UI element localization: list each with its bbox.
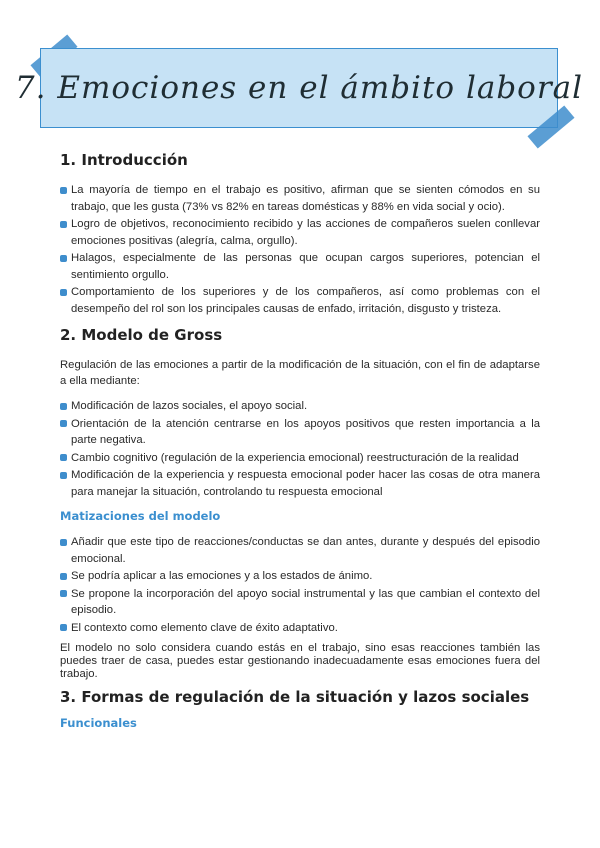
square-bullet-icon — [60, 420, 67, 427]
list-item: El contexto como elemento clave de éxito adaptativo. — [60, 620, 540, 637]
subheading-matizaciones: Matizaciones del modelo — [60, 509, 221, 523]
list-item: Orientación de la atención centrarse en los apoyos positivos que resten importancia a la parte negativa. — [60, 416, 540, 449]
list-item: Logro de objetivos, reconocimiento recibido y las acciones de compañeros suelen conllevar emociones positivas (alegría, calma, orgullo). — [60, 216, 540, 249]
gross-closing-paragraph: El modelo no solo considera cuando estás en el trabajo, sino esas reacciones también las puedes traer de casa, puedes estar gestionando inadecuadamente esas emociones fuera del trabajo. — [60, 642, 540, 680]
list-item: Se podría aplicar a las emociones y a los estados de ánimo. — [60, 568, 540, 585]
intro-list — [60, 182, 540, 317]
list-item: Añadir que este tipo de reacciones/conductas se dan antes, durante y después del episodio emocional. — [60, 534, 540, 567]
page-title: 7. Emociones en el ámbito laboral — [14, 70, 584, 106]
list-item: Se propone la incorporación del apoyo social instrumental y las que cambian el contexto del episodio. — [60, 586, 540, 619]
list-item: Modificación de la experiencia y respuesta emocional poder hacer las cosas de otra manera para manejar la situación, controlando tu respuesta emocional — [60, 467, 540, 500]
square-bullet-icon — [60, 590, 67, 597]
square-bullet-icon — [60, 255, 67, 262]
square-bullet-icon — [60, 289, 67, 296]
list-item: Modificación de lazos sociales, el apoyo social. — [60, 398, 540, 415]
subheading-funcionales: Funcionales — [60, 716, 137, 730]
square-bullet-icon — [60, 187, 67, 194]
list-item: Halagos, especialmente de las personas que ocupan cargos superiores, potencian el sentimiento orgullo. — [60, 250, 540, 283]
square-bullet-icon — [60, 403, 67, 410]
square-bullet-icon — [60, 539, 67, 546]
section-heading-formas: 3. Formas de regulación de la situación y lazos sociales — [60, 688, 530, 706]
square-bullet-icon — [60, 573, 67, 580]
matizaciones-list — [60, 534, 540, 636]
gross-list — [60, 398, 540, 500]
section-heading-gross: 2. Modelo de Gross — [60, 326, 223, 344]
list-item: Cambio cognitivo (regulación de la experiencia emocional) reestructuración de la realidad — [60, 450, 540, 467]
square-bullet-icon — [60, 624, 67, 631]
gross-intro: Regulación de las emociones a partir de la modificación de la situación, con el fin de adaptarse a ella mediante: — [60, 359, 540, 387]
square-bullet-icon — [60, 472, 67, 479]
square-bullet-icon — [60, 221, 67, 228]
list-item: La mayoría de tiempo en el trabajo es positivo, afirman que se sienten cómodos en su trabajo, que les gusta (73% vs 82% en tareas domésticas y 88% en vida social y ocio). — [60, 182, 540, 215]
section-heading-intro: 1. Introducción — [60, 151, 188, 169]
list-item: Comportamiento de los superiores y de los compañeros, así como problemas con el desempeño del rol son los principales causas de enfado, irritación, disgusto y tristeza. — [60, 284, 540, 317]
square-bullet-icon — [60, 454, 67, 461]
title-banner — [14, 48, 584, 128]
document-body — [60, 150, 540, 741]
